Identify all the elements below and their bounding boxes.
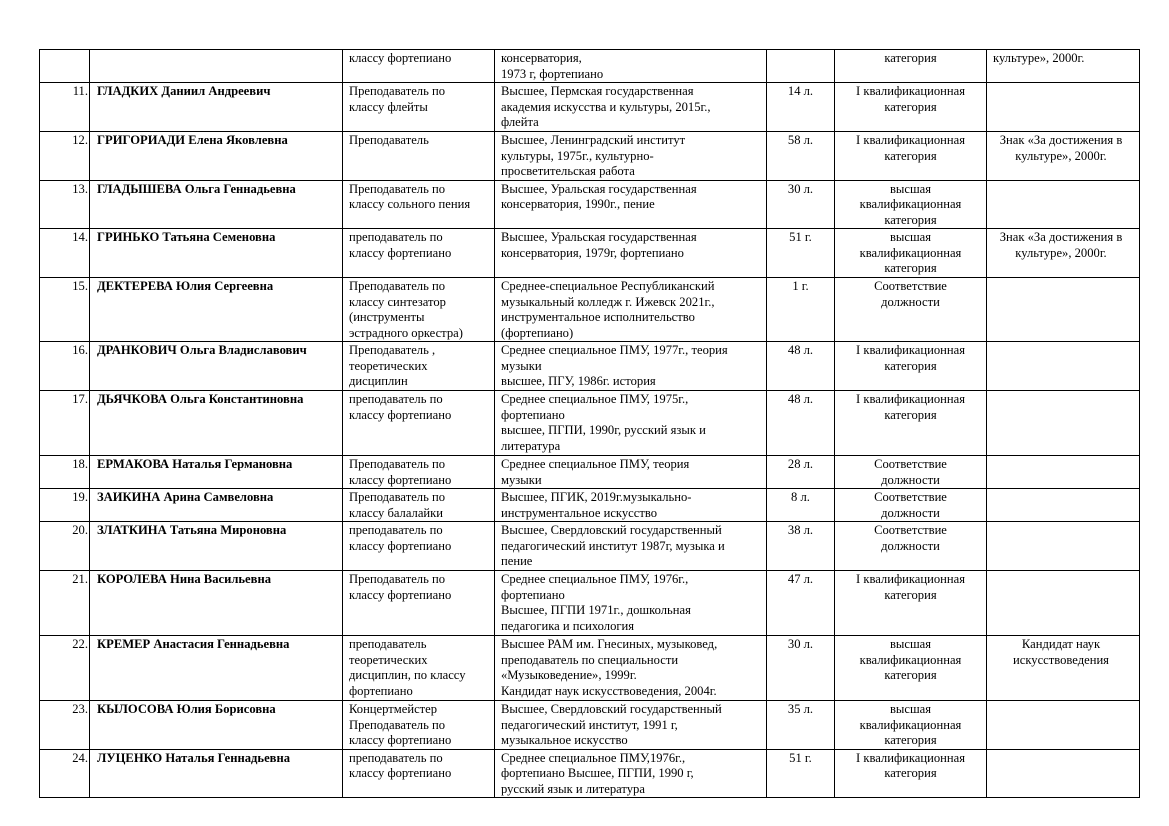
experience-cell: 38 л.	[767, 522, 835, 571]
row-number: 24.	[40, 749, 90, 798]
row-number: 13.	[40, 180, 90, 229]
teacher-name: ЗЛАТКИНА Татьяна Мироновна	[90, 522, 343, 571]
row-number: 17.	[40, 391, 90, 456]
experience-cell: 47 л.	[767, 571, 835, 636]
category-cell: I квалификационная категория	[835, 391, 987, 456]
category-cell: I квалификационная категория	[835, 749, 987, 798]
row-number: 22.	[40, 636, 90, 701]
award-cell	[987, 456, 1140, 489]
row-number: 14.	[40, 229, 90, 278]
education-cell: Среднее специальное ПМУ, теория музыки	[495, 456, 767, 489]
teacher-name: ГЛАДЫШЕВА Ольга Геннадьевна	[90, 180, 343, 229]
category-cell: I квалификационная категория	[835, 83, 987, 132]
table-row	[40, 701, 1140, 750]
category-cell: высшая квалификационная категория	[835, 636, 987, 701]
teacher-name: ДРАНКОВИЧ Ольга Владиславович	[90, 342, 343, 391]
experience-cell: 30 л.	[767, 180, 835, 229]
education-cell: Высшее, ПГИК, 2019г.музыкально- инструментальное искусство	[495, 489, 767, 522]
teacher-name: ЕРМАКОВА Наталья Германовна	[90, 456, 343, 489]
staff-table	[39, 49, 1140, 798]
teacher-name	[90, 50, 343, 83]
category-cell: I квалификационная категория	[835, 571, 987, 636]
award-cell	[987, 278, 1140, 342]
experience-cell: 1 г.	[767, 278, 835, 342]
row-number: 19.	[40, 489, 90, 522]
table-row	[40, 278, 1140, 342]
position-cell: преподаватель по классу фортепиано	[343, 522, 495, 571]
table-row	[40, 83, 1140, 132]
teacher-name: ЛУЦЕНКО Наталья Геннадьевна	[90, 749, 343, 798]
table-row	[40, 456, 1140, 489]
education-cell: Среднее специальное ПМУ,1976г., фортепиано Высшее, ПГПИ, 1990 г, русский язык и литература	[495, 749, 767, 798]
position-cell: Концертмейстер Преподаватель по классу фортепиано	[343, 701, 495, 750]
award-cell	[987, 749, 1140, 798]
teacher-name: ДЬЯЧКОВА Ольга Константиновна	[90, 391, 343, 456]
award-cell: Знак «За достижения в культуре», 2000г.	[987, 229, 1140, 278]
education-cell: Среднее-специальное Республиканский музыкальный колледж г. Ижевск 2021г., инструментальное исполнительство (фортепиано)	[495, 278, 767, 342]
teacher-name: ГРИГОРИАДИ Елена Яковлевна	[90, 132, 343, 181]
position-cell: Преподаватель по классу синтезатор (инструменты эстрадного оркестра)	[343, 278, 495, 342]
experience-cell: 28 л.	[767, 456, 835, 489]
table-row	[40, 229, 1140, 278]
teacher-name: ДЕКТЕРЕВА Юлия Сергеевна	[90, 278, 343, 342]
experience-cell: 58 л.	[767, 132, 835, 181]
category-cell: I квалификационная категория	[835, 342, 987, 391]
award-cell	[987, 180, 1140, 229]
row-number: 15.	[40, 278, 90, 342]
education-cell: Высшее, Пермская государственная академия искусства и культуры, 2015г., флейта	[495, 83, 767, 132]
experience-cell: 14 л.	[767, 83, 835, 132]
award-cell: Знак «За достижения в культуре», 2000г.	[987, 132, 1140, 181]
position-cell: Преподаватель по классу флейты	[343, 83, 495, 132]
experience-cell: 51 г.	[767, 229, 835, 278]
experience-cell: 51 г.	[767, 749, 835, 798]
award-cell	[987, 83, 1140, 132]
education-cell: Высшее, Ленинградский институт культуры, 1975г., культурно- просветительская работа	[495, 132, 767, 181]
position-cell: преподаватель по классу фортепиано	[343, 749, 495, 798]
position-cell: Преподаватель по классу фортепиано	[343, 571, 495, 636]
teacher-name: ГРИНЬКО Татьяна Семеновна	[90, 229, 343, 278]
experience-cell: 48 л.	[767, 391, 835, 456]
category-cell: Соответствие должности	[835, 278, 987, 342]
row-number: 21.	[40, 571, 90, 636]
teacher-name: КРЕМЕР Анастасия Геннадьевна	[90, 636, 343, 701]
category-cell: Соответствие должности	[835, 456, 987, 489]
category-cell: I квалификационная категория	[835, 132, 987, 181]
award-cell	[987, 342, 1140, 391]
education-cell: Среднее специальное ПМУ, 1977г., теория музыки высшее, ПГУ, 1986г. история	[495, 342, 767, 391]
table-row	[40, 180, 1140, 229]
table-row	[40, 132, 1140, 181]
education-cell: Среднее специальное ПМУ, 1976г., фортепиано Высшее, ПГПИ 1971г., дошкольная педагогика и психология	[495, 571, 767, 636]
teacher-name: ЗАИКИНА Арина Самвеловна	[90, 489, 343, 522]
award-cell: Кандидат наук искусствоведения	[987, 636, 1140, 701]
education-cell: Высшее РАМ им. Гнесиных, музыковед, преподаватель по специальности «Музыковедение», 1999г. Кандидат наук искусствоведения, 2004г.	[495, 636, 767, 701]
position-cell: Преподаватель по классу сольного пения	[343, 180, 495, 229]
row-number: 12.	[40, 132, 90, 181]
category-cell: Соответствие должности	[835, 489, 987, 522]
table-row	[40, 50, 1140, 83]
position-cell: Преподаватель по классу балалайки	[343, 489, 495, 522]
education-cell: Высшее, Свердловский государственный педагогический институт 1987г, музыка и пение	[495, 522, 767, 571]
teacher-name: ГЛАДКИХ Даниил Андреевич	[90, 83, 343, 132]
teacher-name: КЫЛОСОВА Юлия Борисовна	[90, 701, 343, 750]
table-row	[40, 489, 1140, 522]
table-row	[40, 342, 1140, 391]
award-cell: культуре», 2000г.	[987, 50, 1140, 83]
table-row	[40, 391, 1140, 456]
category-cell: высшая квалификационная категория	[835, 180, 987, 229]
education-cell: Высшее, Свердловский государственный педагогический институт, 1991 г, музыкальное искусство	[495, 701, 767, 750]
table-row	[40, 636, 1140, 701]
row-number: 16.	[40, 342, 90, 391]
row-number: 23.	[40, 701, 90, 750]
position-cell: Преподаватель по классу фортепиано	[343, 456, 495, 489]
category-cell: Соответствие должности	[835, 522, 987, 571]
award-cell	[987, 701, 1140, 750]
row-number: 11.	[40, 83, 90, 132]
experience-cell: 30 л.	[767, 636, 835, 701]
education-cell: консерватория, 1973 г, фортепиано	[495, 50, 767, 83]
position-cell: Преподаватель	[343, 132, 495, 181]
education-cell: Среднее специальное ПМУ, 1975г., фортепиано высшее, ПГПИ, 1990г, русский язык и литература	[495, 391, 767, 456]
education-cell: Высшее, Уральская государственная консерватория, 1979г, фортепиано	[495, 229, 767, 278]
experience-cell: 35 л.	[767, 701, 835, 750]
table-row	[40, 571, 1140, 636]
table-row	[40, 749, 1140, 798]
row-number: 18.	[40, 456, 90, 489]
position-cell: Преподаватель , теоретических дисциплин	[343, 342, 495, 391]
experience-cell	[767, 50, 835, 83]
table-row	[40, 522, 1140, 571]
row-number	[40, 50, 90, 83]
award-cell	[987, 489, 1140, 522]
teacher-name: КОРОЛЕВА Нина Васильевна	[90, 571, 343, 636]
award-cell	[987, 391, 1140, 456]
position-cell: преподаватель по классу фортепиано	[343, 229, 495, 278]
experience-cell: 48 л.	[767, 342, 835, 391]
position-cell: классу фортепиано	[343, 50, 495, 83]
category-cell: высшая квалификационная категория	[835, 701, 987, 750]
category-cell: категория	[835, 50, 987, 83]
row-number: 20.	[40, 522, 90, 571]
award-cell	[987, 571, 1140, 636]
award-cell	[987, 522, 1140, 571]
category-cell: высшая квалификационная категория	[835, 229, 987, 278]
position-cell: преподаватель теоретических дисциплин, по классу фортепиано	[343, 636, 495, 701]
education-cell: Высшее, Уральская государственная консерватория, 1990г., пение	[495, 180, 767, 229]
experience-cell: 8 л.	[767, 489, 835, 522]
position-cell: преподаватель по классу фортепиано	[343, 391, 495, 456]
